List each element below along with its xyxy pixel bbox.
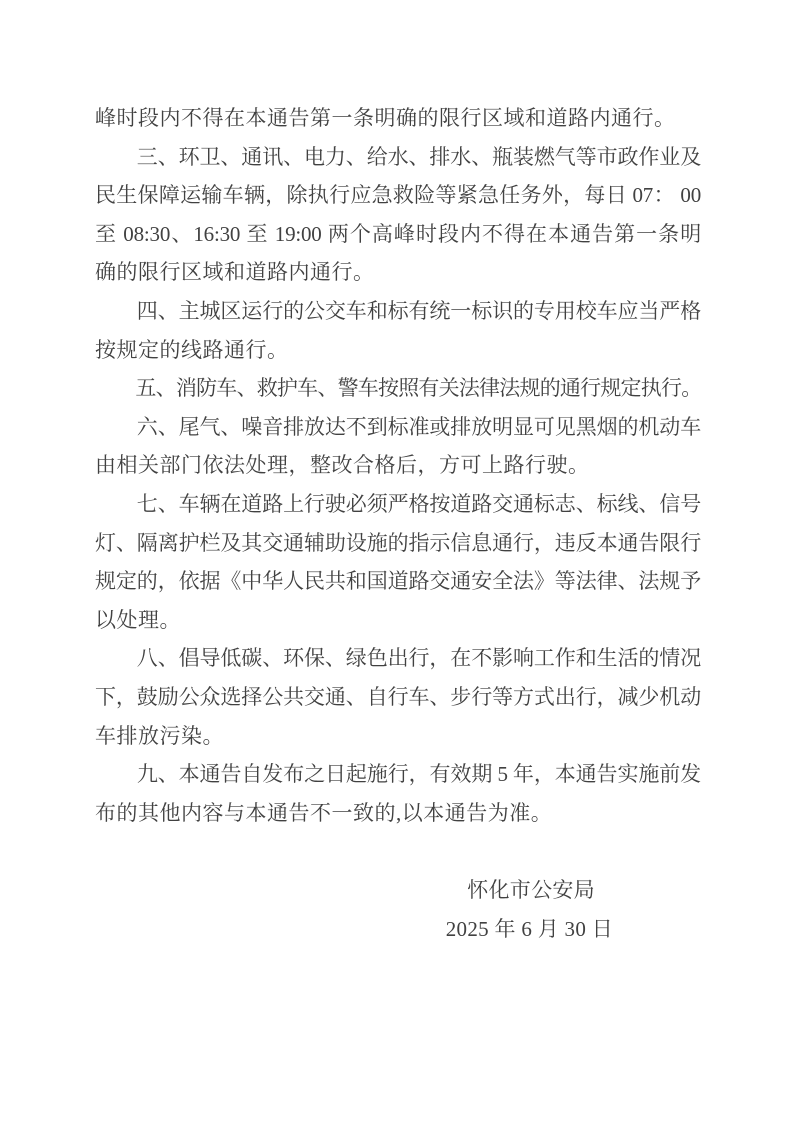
document-line: 五、消防车、救护车、警车按照有关法律法规的通行规定执行。 bbox=[95, 376, 701, 401]
document-line: 四、主城区运行的公交车和标有统一标识的专用校车应当严格 bbox=[95, 298, 701, 323]
signature: 怀化市公安局 bbox=[467, 878, 595, 902]
document-line: 下，鼓励公众选择公共交通、自行车、步行等方式出行，减少机动 bbox=[95, 684, 701, 709]
document-body bbox=[95, 99, 701, 832]
document-line: 以处理。 bbox=[95, 607, 181, 632]
document-line: 民生保障运输车辆，除执行应急救险等紧急任务外，每日 07： 00 bbox=[95, 183, 701, 208]
document-line: 至 08:30、16:30 至 19:00 两个高峰时段内不得在本通告第一条明 bbox=[95, 221, 701, 246]
date: 2025 年 6 月 30 日 bbox=[445, 917, 613, 941]
document-line: 由相关部门依法处理，整改合格后，方可上路行驶。 bbox=[95, 453, 590, 478]
document-line: 布的其他内容与本通告不一致的,以本通告为准。 bbox=[95, 800, 553, 825]
document-line: 灯、隔离护栏及其交通辅助设施的指示信息通行，违反本通告限行 bbox=[95, 530, 701, 555]
document-line: 规定的，依据《中华人民共和国道路交通安全法》等法律、法规予 bbox=[95, 569, 701, 594]
document-line: 七、车辆在道路上行驶必须严格按道路交通标志、标线、信号 bbox=[95, 491, 701, 516]
document-line: 按规定的线路通行。 bbox=[95, 337, 289, 362]
document-line: 车排放污染。 bbox=[95, 723, 224, 748]
document-line: 峰时段内不得在本通告第一条明确的限行区域和道路内通行。 bbox=[95, 106, 676, 130]
document-line: 九、本通告自发布之日起施行，有效期 5 年，本通告实施前发 bbox=[95, 762, 701, 787]
document-line: 三、环卫、通讯、电力、给水、排水、瓶装燃气等市政作业及 bbox=[95, 144, 701, 169]
document-line: 八、倡导低碳、环保、绿色出行，在不影响工作和生活的情况 bbox=[95, 646, 701, 671]
document-line: 确的限行区域和道路内通行。 bbox=[95, 260, 375, 285]
document-line: 六、尾气、噪音排放达不到标准或排放明显可见黑烟的机动车 bbox=[95, 414, 701, 439]
